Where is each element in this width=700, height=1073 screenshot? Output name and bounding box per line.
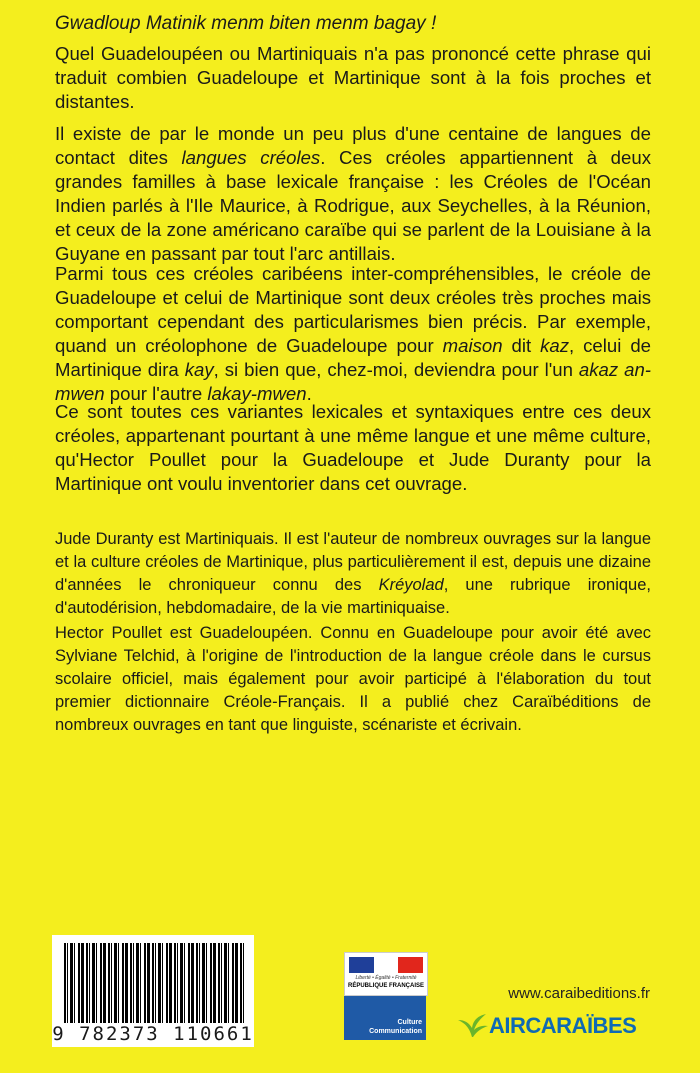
- air-caraibes-logo: [455, 1010, 655, 1042]
- palm-leaf-icon: [455, 1012, 489, 1038]
- republique-francaise-logo: [344, 952, 428, 996]
- republique-name: RÉPUBLIQUE FRANÇAISE: [347, 983, 424, 989]
- publisher-website: www.caraibeditions.fr: [508, 985, 650, 1002]
- isbn-number: 9 782373 110661: [52, 1023, 254, 1045]
- sponsor-name: AIRCARAÏBES: [489, 1013, 637, 1038]
- culture-communication-logo: Culture Communication: [344, 996, 426, 1040]
- tagline: Gwadloup Matinik menm biten menm bagay !: [55, 13, 437, 34]
- paragraph-variants: Ce sont toutes ces variantes lexicales et syntaxiques entre ces deux créoles, appartenant pourtant à une même langue et une même culture, qu'Hector Poullet pour la Guadeloupe et Jude Duranty pour la Martinique ont voulu inventorier dans cet ouvrage.: [55, 401, 651, 494]
- paragraph-creole-languages: Il existe de par le monde un peu plus d'une centaine de langues de contact dites langues créoles. Ces créoles appartiennent à deux grandes familles à base lexicale française : les Créoles de l'Océan Indien parlés à l'Ile Maurice, à Rodrigue, aux Seychelles, à la Réunion, et ceux de la zone américano caraïbe qui se parlent de la Louisiane à la Guyane en passant par tout l'arc antillais.: [55, 123, 651, 264]
- french-flag-icon: [349, 957, 423, 973]
- paragraph-caribbean-creoles: Parmi tous ces créoles caribéens inter-compréhensibles, le créole de Guadeloupe et celui de Martinique sont deux créoles très proches mais comportant cependant des particularismes bien précis. Par exemple, quand un créolophone de Guadeloupe pour maison dit kaz, celui de Martinique dira kay, si bien que, chez-moi, deviendra pour l'un akaz an-mwen pour l'autre lakay-mwen.: [55, 263, 652, 404]
- bio-jude-duranty: Jude Duranty est Martiniquais. Il est l'auteur de nombreux ouvrages sur la langue et la culture créoles de Martinique, plus particulièrement il est, depuis une dizaine d'années le chroniqueur connu des Kréyolad, une rubrique ironique, d'autodérision, hebdomadaire, de la vie martiniquaise.: [55, 530, 651, 617]
- paragraph-intro: Quel Guadeloupéen ou Martiniquais n'a pas prononcé cette phrase qui traduit combien Guadeloupe et Martinique sont à la fois proches et distantes.: [55, 43, 651, 112]
- barcode-bars: [64, 943, 246, 1023]
- bio-hector-poullet: Hector Poullet est Guadeloupéen. Connu en Guadeloupe pour avoir été avec Sylviane Telchid, à l'origine de l'introduction de la langue créole dans le cursus scolaire officiel, mais également pour avoir participé à l'élaboration du tout premier dictionnaire Créole-Français. Il a publié chez Caraïbéditions de nombreux ouvrages en tant que linguiste, scénariste et écrivain.: [55, 624, 651, 734]
- barcode: [52, 935, 254, 1047]
- republique-motto: Liberté • Égalité • Fraternité: [355, 975, 417, 981]
